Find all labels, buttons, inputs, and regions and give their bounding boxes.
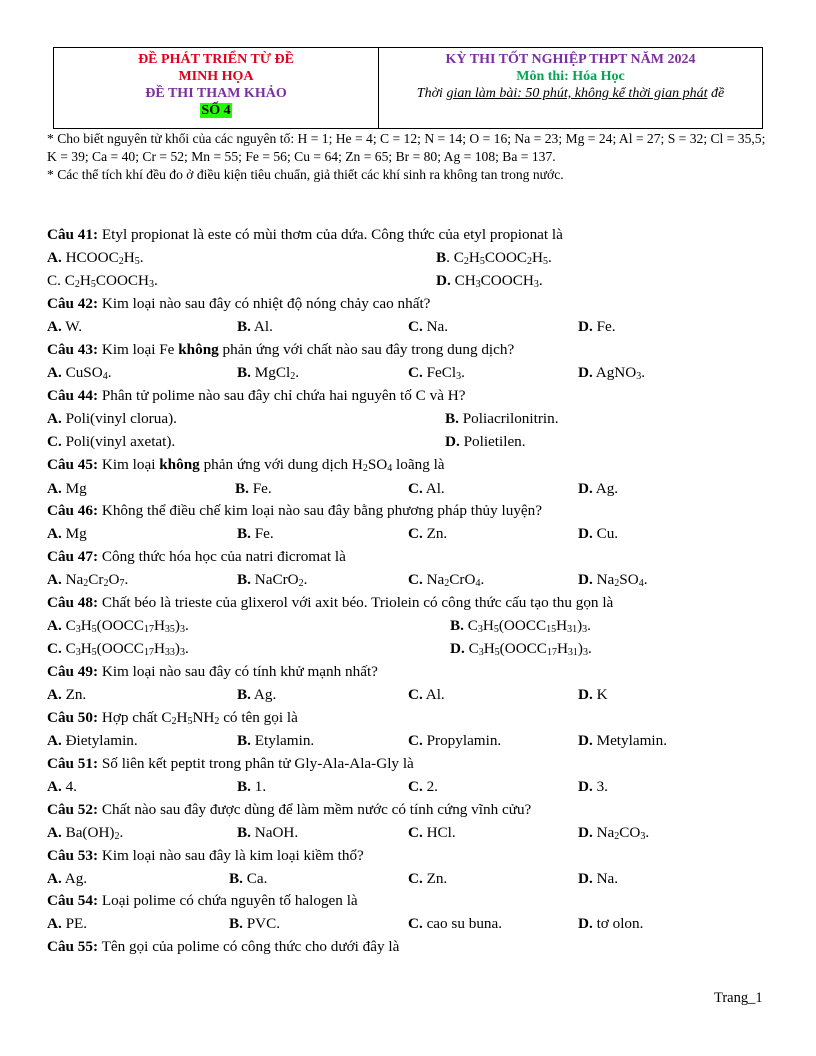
source-line-1: ĐỀ PHÁT TRIỂN TỪ ĐỀ [138, 52, 294, 67]
question-50: Câu 50: Hợp chất $C_2H_5NH_2$ có tên gọi là [47, 709, 298, 727]
question-42: Câu 42: Kim loại nào sau đây có nhiệt độ nóng chảy cao nhất? [47, 295, 431, 312]
q50-option-b[interactable]: B. Etylamin. [237, 732, 315, 749]
q41-option-c[interactable]: C. $C_2H_5COOCH_3$. [47, 272, 158, 290]
q43-option-b[interactable]: B. MgCl$_2$. [237, 364, 299, 382]
q46-option-d[interactable]: D. Cu. [578, 525, 619, 542]
q49-option-d[interactable]: D. K [578, 686, 608, 703]
q43-option-a[interactable]: A. CuSO$_4$. [47, 364, 112, 382]
q48-option-b[interactable]: B. $C_3H_5(OOCC_{15}H_{31})_3$. [450, 617, 591, 635]
exam-header [53, 47, 763, 129]
q48-option-d[interactable]: D. $C_3H_5(OOCC_{17}H_{31})_3$. [450, 640, 592, 658]
q50-option-a[interactable]: A. Đietylamin. [47, 732, 138, 749]
q51-option-a[interactable]: A. 4. [47, 778, 77, 795]
q47-option-d[interactable]: D. $Na_2SO_4$. [578, 571, 648, 589]
q41-option-a[interactable]: A. $HCOOC_2H_5$. [47, 249, 144, 267]
q46-option-c[interactable]: C. Zn. [408, 525, 448, 542]
q48-option-c[interactable]: C. $C_3H_5(OOCC_{17}H_{33})_3$. [47, 640, 189, 658]
q44-option-b[interactable]: B. Poliacrilonitrin. [445, 410, 559, 427]
q52-option-c[interactable]: C. HCl. [408, 824, 456, 841]
q50-option-c[interactable]: C. Propylamin. [408, 732, 502, 749]
q46-option-a[interactable]: A. Mg [47, 525, 87, 542]
q52-option-d[interactable]: D. $Na_2CO_3$. [578, 824, 650, 842]
question-41: Câu 41: Etyl propionat là este có mùi thơm của dứa. Công thức của etyl propionat là [47, 226, 563, 243]
q47-option-b[interactable]: B. NaCrO$_2$. [237, 571, 308, 589]
q52-option-a[interactable]: A. $Ba(OH)_2$. [47, 824, 124, 842]
q47-option-c[interactable]: C. $Na_2CrO_4$. [408, 571, 485, 589]
q51-option-c[interactable]: C. 2. [408, 778, 438, 795]
q45-option-a[interactable]: A. Mg [47, 480, 87, 497]
q51-option-d[interactable]: D. 3. [578, 778, 608, 795]
q43-option-c[interactable]: C. FeCl$_3$. [408, 364, 465, 382]
q52-option-b[interactable]: B. NaOH. [237, 824, 299, 841]
question-53: Câu 53: Kim loại nào sau đây là kim loại kiềm thổ? [47, 847, 364, 864]
q43-option-d[interactable]: D. AgNO$_3$. [578, 364, 646, 382]
q54-option-b[interactable]: B. PVC. [229, 915, 281, 932]
exam-notes [47, 130, 772, 184]
exam-source-cell [54, 48, 379, 129]
q46-option-b[interactable]: B. Fe. [237, 525, 274, 542]
atomic-mass-note: * Cho biết nguyên tử khối của các nguyên tố: H = 1; He = 4; C = 12; N = 14; O = 16; Na = 23; Mg = 24; Al = 27; S = 32; Cl = 35,5; K = 39; Ca = 40; Cr = 52; Mn = 55; Fe = 56; Cu = 64; Zn = 65; Br = 80; Ag = 108; Ba = 137. [47, 131, 766, 164]
q49-option-b[interactable]: B. Ag. [237, 686, 277, 703]
question-54: Câu 54: Loại polime có chứa nguyên tố halogen là [47, 892, 358, 909]
reference-exam-label: ĐỀ THI THAM KHẢO [145, 86, 287, 101]
q44-option-a[interactable]: A. Poli(vinyl clorua). [47, 410, 177, 427]
q54-option-d[interactable]: D. tơ olon. [578, 915, 644, 932]
gas-volume-note: * Các thể tích khí đều đo ở điều kiện tiêu chuẩn, giả thiết các khí sinh ra không tan trong nước. [47, 167, 564, 182]
question-46: Câu 46: Không thể điều chế kim loại nào sau đây bằng phương pháp thủy luyện? [47, 502, 543, 519]
question-52: Câu 52: Chất nào sau đây được dùng để làm mềm nước có tính cứng vĩnh cửu? [47, 801, 532, 818]
question-51: Câu 51: Số liên kết peptit trong phân tử Gly-Ala-Ala-Gly là [47, 755, 414, 772]
q44-option-d[interactable]: D. Polietilen. [445, 433, 526, 450]
q45-option-b[interactable]: B. Fe. [235, 480, 272, 497]
q54-option-a[interactable]: A. PE. [47, 915, 88, 932]
q53-option-b[interactable]: B. Ca. [229, 870, 268, 887]
question-45: Câu 45: Kim loại không phản ứng với dung dịch $H_2SO_4$ loãng là [47, 456, 445, 474]
q42-option-c[interactable]: C. Na. [408, 318, 449, 335]
page-number: Trang_1 [714, 990, 763, 1006]
q49-option-c[interactable]: C. Al. [408, 686, 445, 703]
question-44: Câu 44: Phân tử polime nào sau đây chỉ chứa hai nguyên tố C và H? [47, 387, 466, 404]
q41-option-b[interactable]: B. $C_2H_5COOC_2H_5$. [436, 249, 552, 267]
exam-subject: Môn thi: Hóa Học [516, 69, 625, 84]
source-line-2: MINH HỌA [178, 69, 254, 84]
q45-option-c[interactable]: C. Al. [408, 480, 445, 497]
q51-option-b[interactable]: B. 1. [237, 778, 267, 795]
q42-option-a[interactable]: A. W. [47, 318, 83, 335]
q53-option-d[interactable]: D. Na. [578, 870, 619, 887]
q48-option-a[interactable]: A. $C_3H_5(OOCC_{17}H_{35})_3$. [47, 617, 189, 635]
question-49: Câu 49: Kim loại nào sau đây có tính khử mạnh nhất? [47, 663, 378, 680]
question-55: Câu 55: Tên gọi của polime có công thức cho dưới đây là [47, 938, 400, 955]
q50-option-d[interactable]: D. Metylamin. [578, 732, 668, 749]
q41-option-d[interactable]: D. $CH_3COOCH_3$. [436, 272, 543, 290]
exam-code-badge: SỐ 4 [201, 103, 231, 118]
q42-option-b[interactable]: B. Al. [237, 318, 273, 335]
q45-option-d[interactable]: D. Ag. [578, 480, 619, 497]
q49-option-a[interactable]: A. Zn. [47, 686, 87, 703]
q44-option-c[interactable]: C. Poli(vinyl axetat). [47, 433, 176, 450]
exam-time: Thời gian làm bài: 50 phút, không kể thời gian phát đề [416, 86, 725, 101]
exam-title: KỲ THI TỐT NGHIỆP THPT NĂM 2024 [445, 52, 696, 67]
question-48: Câu 48: Chất béo là trieste của glixerol với axit béo. Triolein có công thức cấu tạo thu gọn là [47, 594, 614, 611]
q53-option-c[interactable]: C. Zn. [408, 870, 448, 887]
exam-info-cell [379, 48, 763, 129]
q42-option-d[interactable]: D. Fe. [578, 318, 616, 335]
question-47: Câu 47: Công thức hóa học của natri đicromat là [47, 548, 346, 565]
q47-option-a[interactable]: A. $Na_2Cr_2O_7$. [47, 571, 129, 589]
q53-option-a[interactable]: A. Ag. [47, 870, 88, 887]
question-43: Câu 43: Kim loại Fe không phản ứng với chất nào sau đây trong dung dịch? [47, 341, 515, 358]
q54-option-c[interactable]: C. cao su buna. [408, 915, 503, 932]
